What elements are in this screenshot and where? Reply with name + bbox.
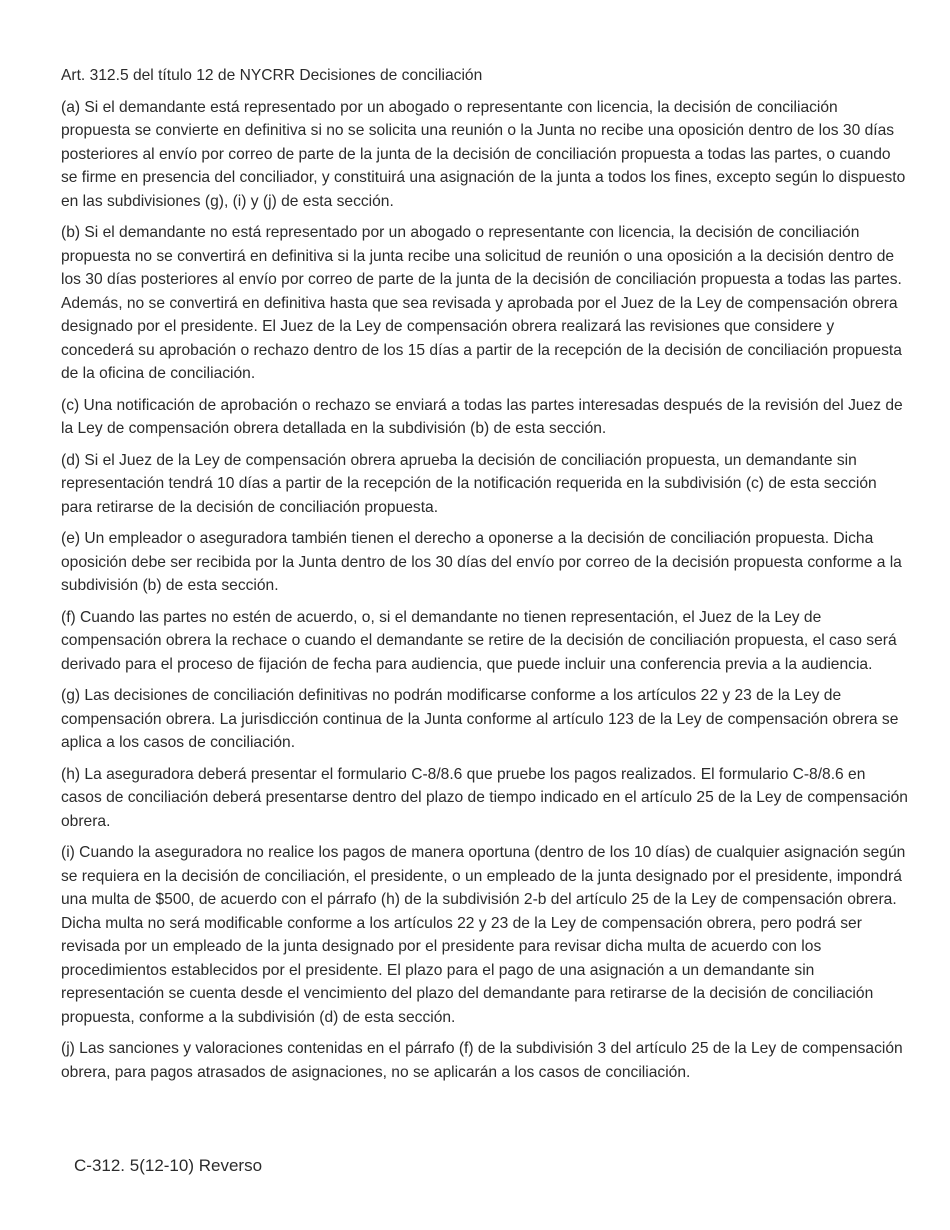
paragraph-h: (h) La aseguradora deberá presentar el formulario C-8/8.6 que pruebe los pagos realizados. El formulario C-8/8.6 en casos de conciliación deberá presentarse dentro del plazo de tiempo indicado en el artículo 25 de la Ley de compensación obrera. <box>61 765 908 830</box>
paragraph-b: (b) Si el demandante no está representado por un abogado o representante con licencia, la decisión de conciliación propuesta no se convertirá en definitiva si la junta recibe una solicitud de reunión o una oposición a la decisión dentro de los 30 días posteriores al envío por correo de parte de la junta de la decisión de conciliación propuesta a todas las partes. Además, no se convertirá en definitiva hasta que sea revisada y aprobada por el Juez de la Ley de compensación obrera designado por el presidente. El Juez de la Ley de compensación obrera realizará las revisiones que considere y concederá su aprobación o rechazo dentro de los 15 días a partir de la recepción de la decisión de conciliación propuesta de la oficina de conciliación. <box>61 224 902 382</box>
paragraph-g: (g) Las decisiones de conciliación definitivas no podrán modificarse conforme a los artículos 22 y 23 de la Ley de compensación obrera. La jurisdicción continua de la Junta conforme al artículo 123 de la Ley de compensación obrera se aplica a los casos de conciliación. <box>61 687 899 751</box>
paragraph-c: (c) Una notificación de aprobación o rechazo se enviará a todas las partes interesadas después de la revisión del Juez de la Ley de compensación obrera detallada en la subdivisión (b) de esta sección. <box>61 396 903 437</box>
paragraph-a: (a) Si el demandante está representado por un abogado o representante con licencia, la decisión de conciliación propuesta se convierte en definitiva si no se solicita una reunión o la Junta no recibe una oposición dentro de los 30 días posteriores al envío por correo de parte de la junta de la decisión de conciliación propuesta a todas las partes, o cuando se firme en presencia del conciliador, y constituirá una asignación de la junta a todos los fines, excepto según lo dispuesto en las subdivisiones (g), (i) y (j) de esta sección. <box>61 98 906 210</box>
document-heading: Art. 312.5 del título 12 de NYCRR Decisiones de conciliación <box>61 67 483 84</box>
paragraph-d: (d) Si el Juez de la Ley de compensación obrera aprueba la decisión de conciliación propuesta, un demandante sin representación tendrá 10 días a partir de la recepción de la notificación requerida en la subdivisión (c) de esta sección para retirarse de la decisión de conciliación propuesta. <box>61 451 877 516</box>
form-footer: C-312. 5(12-10) Reverso <box>74 1156 263 1175</box>
paragraph-i: (i) Cuando la aseguradora no realice los pagos de manera oportuna (dentro de los 10 días) de cualquier asignación según se requiera en la decisión de conciliación, el presidente, o un empleado de la junta designado por el presidente, impondrá una multa de $500, de acuerdo con el párrafo (h) de la subdivisión 2-b del artículo 25 de la Ley de compensación obrera. Dicha multa no será modificable conforme a los artículos 22 y 23 de la Ley de compensación obrera, pero podrá ser revisada por un empleado de la junta designado por el presidente para revisar dicha multa de acuerdo con los procedimientos establecidos por el presidente. El plazo para el pago de una asignación a un demandante sin representación se cuenta desde el vencimiento del plazo del demandante para retirarse de la decisión de conciliación propuesta, conforme a la subdivisión (d) de esta sección. <box>61 844 906 1026</box>
paragraph-j: (j) Las sanciones y valoraciones contenidas en el párrafo (f) de la subdivisión 3 del artículo 25 de la Ley de compensación obrera, para pagos atrasados de asignaciones, no se aplicarán a los casos de conciliación. <box>61 1040 903 1081</box>
document-body <box>61 64 909 1092</box>
paragraph-e: (e) Un empleador o aseguradora también tienen el derecho a oponerse a la decisión de conciliación propuesta. Dicha oposición debe ser recibida por la Junta dentro de los 30 días del envío por correo de la decisión propuesta conforme a la subdivisión (b) de esta sección. <box>61 530 902 594</box>
paragraph-f: (f) Cuando las partes no estén de acuerdo, o, si el demandante no tienen representación, el Juez de la Ley de compensación obrera la rechace o cuando el demandante se retire de la decisión de conciliación propuesta, el caso será derivado para el proceso de fijación de fecha para audiencia, que puede incluir una conferencia previa a la audiencia. <box>61 608 897 673</box>
